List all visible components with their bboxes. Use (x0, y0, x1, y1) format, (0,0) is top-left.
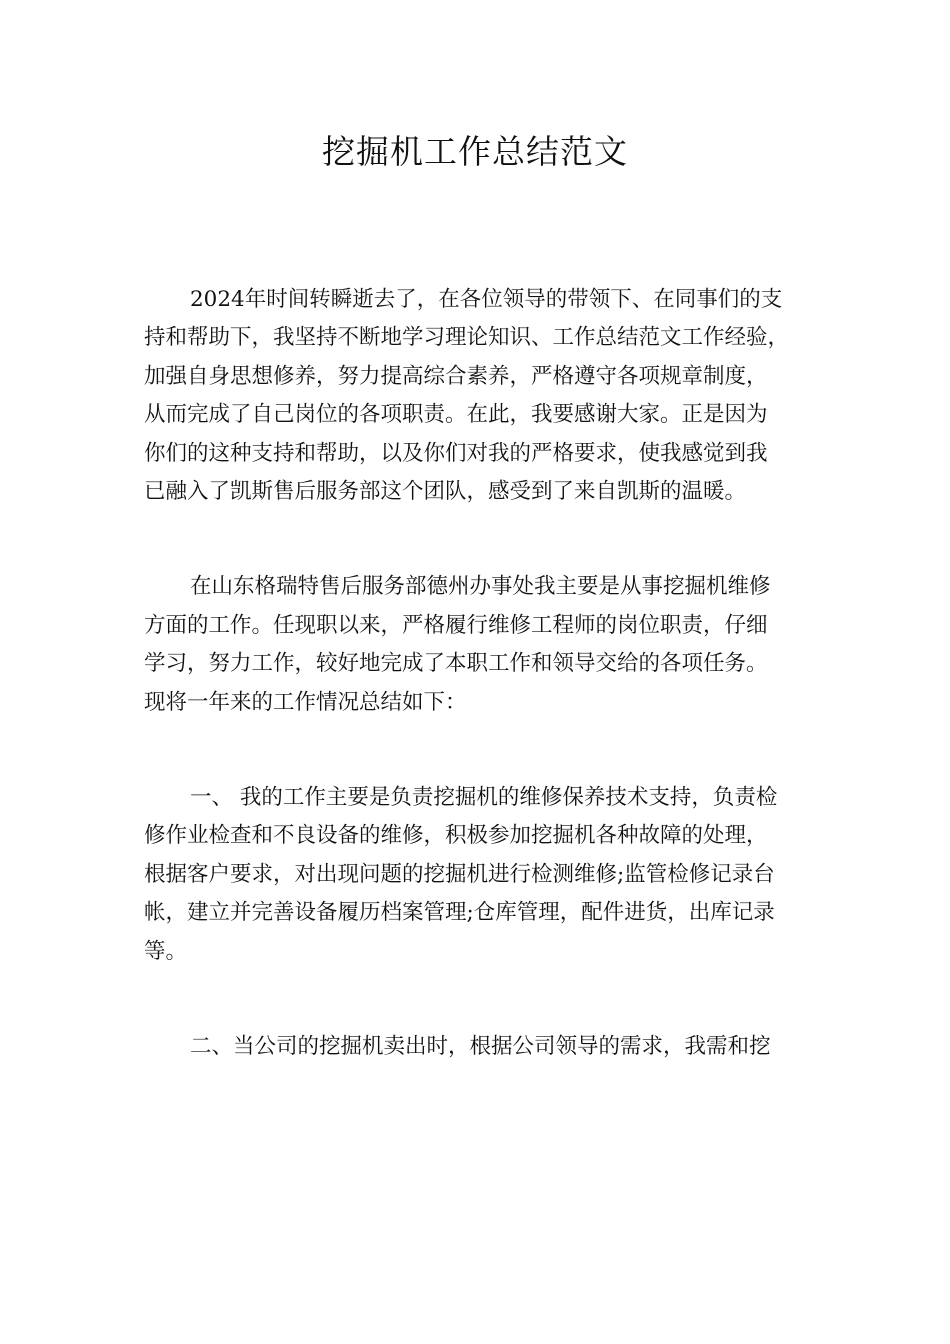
paragraph-line: 根据客户要求，对出现问题的挖掘机进行检测维修;监管检修记录台 (144, 861, 775, 887)
paragraph-4 (144, 1028, 824, 1066)
paragraph-line: 方面的工作。任现职以来，严格履行维修工程师的岗位职责，仔细 (144, 612, 768, 638)
paragraph-line: 一、 我的工作主要是负责挖掘机的维修保养技术支持，负责检 (190, 785, 778, 811)
paragraph-line: 修作业检查和不良设备的维修，积极参加挖掘机各种故障的处理， (144, 823, 768, 849)
document-title: 挖掘机工作总结范文 (322, 132, 628, 171)
paragraph-line: 等。 (144, 938, 188, 964)
paragraph-line: 加强自身思想修养，努力提高综合素养，严格遵守各项规章制度， (144, 363, 768, 389)
document-body (144, 281, 824, 1067)
paragraph-3 (144, 779, 824, 971)
paragraph-line: 在山东格瑞特售后服务部德州办事处我主要是从事挖掘机维修 (190, 574, 771, 600)
paragraph-line: 2024年时间转瞬逝去了，在各位领导的带领下、在同事们的支 (190, 287, 783, 312)
paragraph-line: 你们的这种支持和帮助，以及你们对我的严格要求，使我感觉到我 (144, 440, 768, 466)
paragraph-2 (144, 568, 824, 722)
paragraph-line: 从而完成了自己岗位的各项职责。在此，我要感谢大家。正是因为 (144, 402, 768, 428)
paragraph-line: 现将一年来的工作情况总结如下： (144, 689, 467, 715)
paragraph-line: 学习，努力工作，较好地完成了本职工作和领导交给的各项任务。 (144, 651, 768, 677)
paragraph-line: 帐，建立并完善设备履历档案管理;仓库管理，配件进货，出库记录 (144, 900, 775, 926)
paragraph-line: 已融入了凯斯售后服务部这个团队，感受到了来自凯斯的温暖。 (144, 479, 747, 505)
paragraph-1 (144, 281, 824, 511)
paragraph-line: 持和帮助下，我坚持不断地学习理论知识、工作总结范文工作经验， (144, 325, 790, 351)
paragraph-line: 二、当公司的挖掘机卖出时，根据公司领导的需求，我需和挖 (190, 1034, 771, 1060)
